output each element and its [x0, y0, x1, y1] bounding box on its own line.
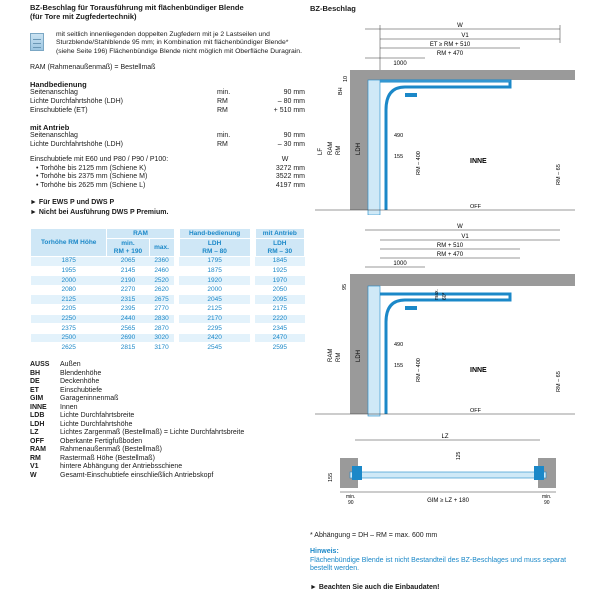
svg-text:V1: V1 — [461, 234, 469, 241]
note-dws: ► Nicht bei Ausführung DWS P Premium. — [30, 209, 169, 217]
glossary-item: V1 hintere Abhängung der Antriebsschiene — [30, 463, 183, 471]
glossary-item: W Gesamt-Einschubtiefe einschließlich Antriebskopf — [30, 471, 214, 479]
svg-text:INNE: INNE — [470, 367, 487, 375]
title-line-1: BZ-Beschlag für Torausführung mit flächenbündiger Blende — [30, 3, 244, 12]
einschub-header: Einschubtiefe mit E60 und P80 / P90 / P100: W — [30, 155, 289, 163]
svg-text:RM – 400: RM – 400 — [416, 358, 422, 383]
table-cell: 1845 — [255, 257, 304, 267]
table-cell: 1875 — [31, 257, 107, 267]
hinweis-title: Hinweis: — [310, 548, 339, 556]
svg-text:RM – 65: RM – 65 — [556, 371, 562, 393]
th-antrieb: mit Antrieb — [255, 228, 304, 238]
table-cell: 1920 — [179, 276, 250, 286]
einschub-item: • Torhöhe bis 2125 mm (Schiene K) 3272 mm — [36, 164, 305, 172]
glossary-item: BH Blendenhöhe — [30, 369, 102, 377]
table-cell: 2250 — [31, 314, 107, 324]
table-cell: 2440 — [107, 314, 149, 324]
footnote: * Abhängung = DH – RM = max. 600 mm — [310, 532, 438, 539]
spec-row: Seitenanschlag min. 90 mm — [30, 132, 305, 140]
glossary-item: GIM Garageninnenmaß — [30, 395, 119, 403]
table-cell: 2045 — [179, 295, 250, 305]
svg-text:RM: RM — [336, 145, 342, 155]
glossary-item: INNE Innen — [30, 403, 78, 411]
table-row — [31, 276, 305, 286]
left-column — [30, 4, 305, 480]
glossary-item: RM Rastermaß Höhe (Bestellmaß) — [30, 454, 155, 462]
table-cell: 3020 — [149, 333, 174, 343]
svg-text:60*: 60* — [442, 292, 448, 301]
table-cell: 2690 — [107, 333, 149, 343]
table-cell: 2205 — [31, 305, 107, 315]
table-cell: 1875 — [179, 266, 250, 276]
einschub-item: • Torhöhe bis 2625 mm (Schiene L) 4197 mm — [36, 182, 305, 190]
dim-w: W — [457, 23, 463, 29]
table-cell: 2815 — [107, 343, 149, 353]
spec-row: Einschubtiefe (ET) RM + 510 mm — [30, 106, 305, 114]
svg-text:490: 490 — [394, 342, 404, 349]
svg-text:RAM: RAM — [328, 141, 334, 155]
plan-diagram — [310, 430, 580, 520]
table-cell: 2170 — [179, 314, 250, 324]
intro — [30, 31, 305, 55]
glossary-item: OFF Oberkante Fertigfußboden — [30, 437, 143, 445]
right-column — [310, 4, 580, 523]
table-cell: 2095 — [255, 295, 304, 305]
table-row — [31, 266, 305, 276]
table-cell: 2125 — [31, 295, 107, 305]
svg-text:RM + 470: RM + 470 — [436, 252, 464, 259]
table-cell: 3170 — [149, 343, 174, 353]
svg-text:1000: 1000 — [393, 261, 407, 268]
glossary-item: AUSS Außen — [30, 360, 81, 368]
svg-text:RM: RM — [336, 353, 342, 363]
table-cell: 1955 — [31, 266, 107, 276]
antrieb-heading: mit Antrieb — [30, 123, 70, 133]
table-row — [31, 295, 305, 305]
dim-1000: 1000 — [393, 61, 407, 67]
footer-notes — [310, 532, 580, 592]
table-cell: 2125 — [179, 305, 250, 315]
table-row — [31, 257, 305, 267]
dim-et: ET ≥ RM + 510 — [429, 42, 471, 48]
table-row — [31, 314, 305, 324]
table-cell: 2395 — [107, 305, 149, 315]
table-cell: 2460 — [149, 266, 174, 276]
note-ews: ► Für EWS P und DWS P — [30, 198, 115, 206]
glossary — [30, 361, 305, 480]
table-cell: 2620 — [149, 285, 174, 295]
svg-text:10: 10 — [343, 75, 349, 82]
table-cell: 2270 — [107, 285, 149, 295]
svg-text:155: 155 — [394, 363, 404, 370]
table-cell: 2360 — [149, 257, 174, 267]
table-cell: 2295 — [179, 324, 250, 334]
dim-rm470: RM + 470 — [436, 51, 464, 57]
th-hand: Hand-bedienung — [179, 228, 250, 238]
table-cell: 2080 — [31, 285, 107, 295]
svg-text:BH: BH — [338, 87, 344, 95]
table-cell: 2000 — [179, 285, 250, 295]
spec-row: Lichte Durchfahrtshöhe (LDH) RM – 80 mm — [30, 97, 305, 105]
svg-text:RAM: RAM — [328, 349, 334, 363]
svg-text:155: 155 — [328, 472, 334, 482]
table-cell: 2675 — [149, 295, 174, 305]
handbedienung-heading: Handbedienung — [30, 80, 87, 90]
table-cell: 2625 — [31, 343, 107, 353]
svg-text:LF: LF — [318, 147, 324, 155]
door-thumbnail-icon — [30, 33, 44, 51]
spec-row: Seitenanschlag min. 90 mm — [30, 89, 305, 97]
svg-text:min.: min. — [346, 493, 356, 500]
table-cell: 2315 — [107, 295, 149, 305]
svg-text:GIM ≥ LZ + 180: GIM ≥ LZ + 180 — [427, 497, 469, 504]
table-row — [31, 343, 305, 353]
glossary-item: DE Deckenhöhe — [30, 378, 100, 386]
glossary-item: LDB Lichte Durchfahrtsbreite — [30, 412, 135, 420]
th-torhoehe: Torhöhe RM Höhe — [31, 228, 107, 256]
table-row — [31, 285, 305, 295]
page-title — [30, 4, 305, 21]
ram-note: RAM (Rahmenaußenmaß) = Bestellmaß — [30, 63, 156, 71]
table-cell: 2420 — [179, 333, 250, 343]
table-cell: 2050 — [255, 285, 304, 295]
table-cell: 2145 — [107, 266, 149, 276]
svg-text:95: 95 — [342, 284, 348, 291]
table-cell: 1925 — [255, 266, 304, 276]
table-cell: 2545 — [179, 343, 250, 353]
table-cell: 2770 — [149, 305, 174, 315]
svg-text:90: 90 — [544, 499, 550, 506]
table-cell: 2345 — [255, 324, 304, 334]
svg-text:LDH: LDH — [356, 350, 362, 363]
section-diagram-1 — [310, 15, 580, 215]
table-cell: 2500 — [31, 333, 107, 343]
table-cell: 2375 — [31, 324, 107, 334]
table-row — [31, 324, 305, 334]
svg-text:max.: max. — [434, 289, 440, 301]
table-row — [31, 305, 305, 315]
svg-text:OFF: OFF — [470, 204, 481, 210]
table-cell: 2520 — [149, 276, 174, 286]
th-ram: RAM — [107, 228, 174, 238]
table-cell: 2190 — [107, 276, 149, 286]
svg-text:490: 490 — [394, 133, 404, 139]
hinweis-text: Flächenbündige Blende ist nicht Bestandteil des BZ-Beschlages und muss separat bestellt werden. — [310, 556, 567, 573]
einbaudaten-note: ► Beachten Sie auch die Einbaudaten! — [310, 583, 440, 591]
table-row — [31, 333, 305, 343]
svg-text:RM – 65: RM – 65 — [556, 164, 562, 185]
glossary-item: RAM Rahmenaußenmaß (Bestellmaß) — [30, 446, 162, 454]
right-title: BZ-Beschlag — [310, 4, 356, 13]
section-diagram-2 — [310, 222, 580, 422]
table-cell: 1795 — [179, 257, 250, 267]
svg-text:LDH: LDH — [356, 142, 362, 155]
dimension-table: Torhöhe RM Höhe RAM Hand-bedienung mit Antrieb min. RM + 190 max. LDH RM – 80 LDH RM – 30 1875 2065 2360 1795 1845 1955 2145 2460 1875 1925 2000 2190 2520 1920 1970 2080 2270 2620 2000 2050 2125 2315 2675 2045 2095 2205 2395 2770 2125 2175 2250 2440 2830 2170 2220 2375 2565 2870 2295 2345 2500 2690 3020 2420 2470 2625 2815 3170 2545 2595 — [30, 228, 305, 353]
svg-text:RM + 510: RM + 510 — [436, 243, 464, 250]
title-line-2: (für Tore mit Zugfedertechnik) — [30, 11, 137, 21]
dim-v1: V1 — [461, 33, 469, 39]
label-inne: INNE — [470, 158, 487, 165]
glossary-item: ET Einschubtiefe — [30, 386, 103, 394]
table-cell: 2595 — [255, 343, 304, 353]
svg-text:90: 90 — [348, 499, 354, 506]
svg-text:LZ: LZ — [441, 433, 449, 440]
svg-text:RM – 400: RM – 400 — [416, 151, 422, 175]
table-cell: 2470 — [255, 333, 304, 343]
svg-text:125: 125 — [456, 451, 462, 460]
svg-text:W: W — [457, 224, 463, 231]
table-cell: 2175 — [255, 305, 304, 315]
glossary-item: LDH Lichte Durchfahrtshöhe — [30, 420, 133, 428]
glossary-item: LZ Lichtes Zargenmaß (Bestellmaß) = Lichte Durchfahrtsbreite — [30, 429, 245, 437]
table-cell: 1970 — [255, 276, 304, 286]
table-cell: 2065 — [107, 257, 149, 267]
table-cell: 2000 — [31, 276, 107, 286]
table-cell: 2565 — [107, 324, 149, 334]
intro-text: mit seitlich innenliegenden doppelten Zugfedern mit je 2 Lastseilen und Sturzblende/Stahlblende 95 mm; in Kombination mit flächenbündiger Blende* (siehe Seite 196) Flächenbündige Blende nicht möglich mit Oberfläche Duragrain. — [56, 31, 302, 55]
einschub-item: • Torhöhe bis 2375 mm (Schiene M) 3522 mm — [36, 173, 305, 181]
table-cell: 2220 — [255, 314, 304, 324]
svg-text:OFF: OFF — [470, 408, 481, 415]
spec-row: Lichte Durchfahrtshöhe (LDH) RM – 30 mm — [30, 141, 305, 149]
svg-text:min.: min. — [542, 493, 552, 500]
svg-text:155: 155 — [394, 154, 404, 160]
table-cell: 2870 — [149, 324, 174, 334]
table-cell: 2830 — [149, 314, 174, 324]
